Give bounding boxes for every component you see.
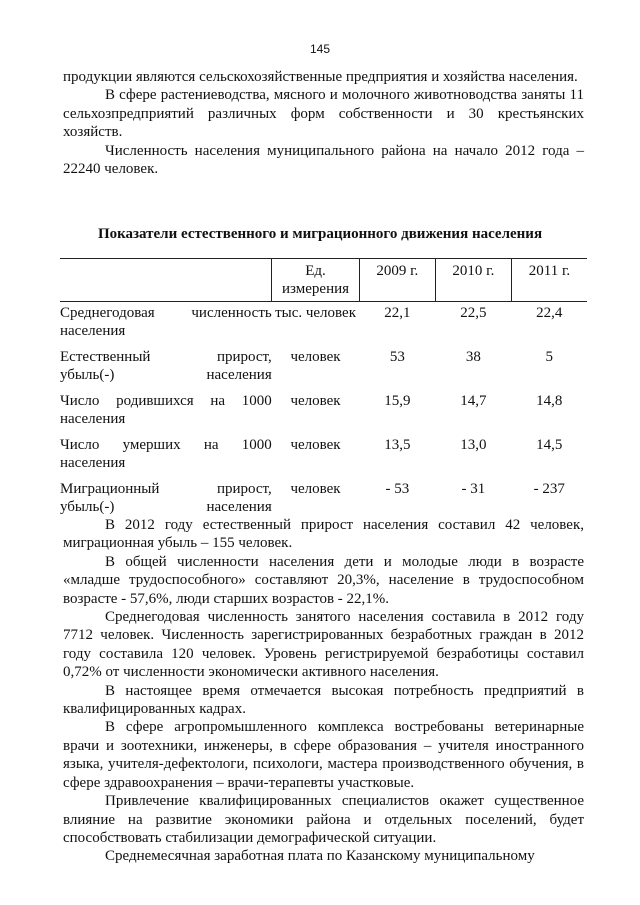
indicator-name-word: родившихся [116,393,194,409]
value-2010: - 31 [461,481,486,497]
indicator-name-line2: населения [60,411,126,427]
header-unit: Ед. измерения [272,259,360,302]
page-number: 145 [309,42,331,56]
paragraph: В настоящее время отмечается высокая потребность предприятий в квалифицированных кадрах. [63,682,584,718]
indicator-name [60,390,272,434]
paragraph: В сфере агропромышленного комплекса востребованы ветеринарные врачи и зоотехники, инженеры, в сфере образования – учителя иностранного языка, учителя-дефектологи, психологи, мастера производственного обучения, в сфере здравоохранения – врачи-терапевты участковые. [63,719,584,791]
value-2010: 14,7 [460,393,487,409]
indicator-name-word: Миграционный [60,481,160,497]
indicator-name-word: на [210,393,226,409]
unit-cell: тыс. человек [275,305,356,321]
value-2011: - 237 [533,481,565,497]
indicator-name-line2: убыль(-) населения [60,499,272,515]
value-2009: 53 [389,349,405,365]
table-row [60,390,587,434]
value-2009: 13,5 [384,437,411,453]
intro-text [63,68,584,178]
table-body [60,302,587,523]
table-row [60,302,587,347]
header-indicator [60,259,272,302]
paragraph: Численность населения муниципального района на начало 2012 года – 22240 человек. [63,142,584,178]
value-2011: 14,5 [536,437,563,453]
value-2009: - 53 [385,481,410,497]
indicator-name-word: прирост, [216,349,272,365]
paragraph: продукции являются сельскохозяйственные предприятия и хозяйства населения. [63,69,578,85]
indicator-name-word: на [203,437,219,453]
value-2009: 15,9 [384,393,411,409]
unit-cell: человек [290,393,341,409]
header-2009: 2009 г. [359,259,435,302]
unit-cell: человек [290,349,341,365]
indicator-name-word: прирост, [216,481,272,497]
table-row [60,434,587,478]
indicator-name [60,434,272,478]
indicator-name-word: Число [60,437,100,453]
indicator-name-word: Среднегодовая [60,305,155,321]
indicator-name [60,302,272,347]
value-2011: 14,8 [536,393,563,409]
indicator-name-line2: населения [60,455,126,471]
header-2011: 2011 г. [511,259,587,302]
paragraph: В 2012 году естественный прирост населения составил 42 человек, миграционная убыль – 155 человек. [63,517,584,552]
paragraph: Среднемесячная заработная плата по Казанскому муниципальному [105,848,535,865]
indicator-name-word: 1000 [241,393,272,409]
indicator-name-word: Число [60,393,100,409]
header-2010: 2010 г. [435,259,511,302]
paragraph: В сфере растениеводства, мясного и молочного животноводства заняты 11 сельхозпредприятий различных форм собственности и 30 крестьянских хозяйств. [63,87,584,141]
body-text [63,516,584,866]
value-2010: 22,5 [460,305,487,321]
paragraph: В общей численности населения дети и молодые люди в возрасте «младше трудоспособного» составляют 20,3%, население в трудоспособном возрасте - 57,6%, люди старших возрастов - 22,1%. [63,553,584,607]
indicator-name-line2: убыль(-) населения [60,367,272,383]
value-2010: 13,0 [460,437,487,453]
unit-cell: человек [290,437,341,453]
value-2010: 38 [465,349,481,365]
indicator-name-word: 1000 [241,437,272,453]
population-indicators-table [60,258,587,522]
value-2011: 22,4 [536,305,563,321]
indicator-name [60,346,272,390]
table-row [60,346,587,390]
paragraph: Среднегодовая численность занятого населения составила в 2012 году 7712 человек. Численность зарегистрированных безработных граждан в 2012 году составила 120 человек. Уровень регистрируемой безработицы составил 0,72% от численности экономически активного населения. [63,609,584,681]
value-2009: 22,1 [384,305,411,321]
indicator-name-word: умерших [122,437,181,453]
indicator-name-line2: населения [60,323,126,339]
table-header-row [60,259,587,302]
indicator-name-word: численность [191,305,272,321]
table-title: Показатели естественного и миграционного движения населения [97,226,543,242]
paragraph: Привлечение квалифицированных специалистов окажет существенное влияние на развитие экономики района и отдельных поселений, будет способствовать стабилизации демографической ситуации. [63,793,584,846]
value-2011: 5 [545,349,553,365]
unit-cell: человек [290,481,341,497]
indicator-name-word: Естественный [60,349,151,365]
